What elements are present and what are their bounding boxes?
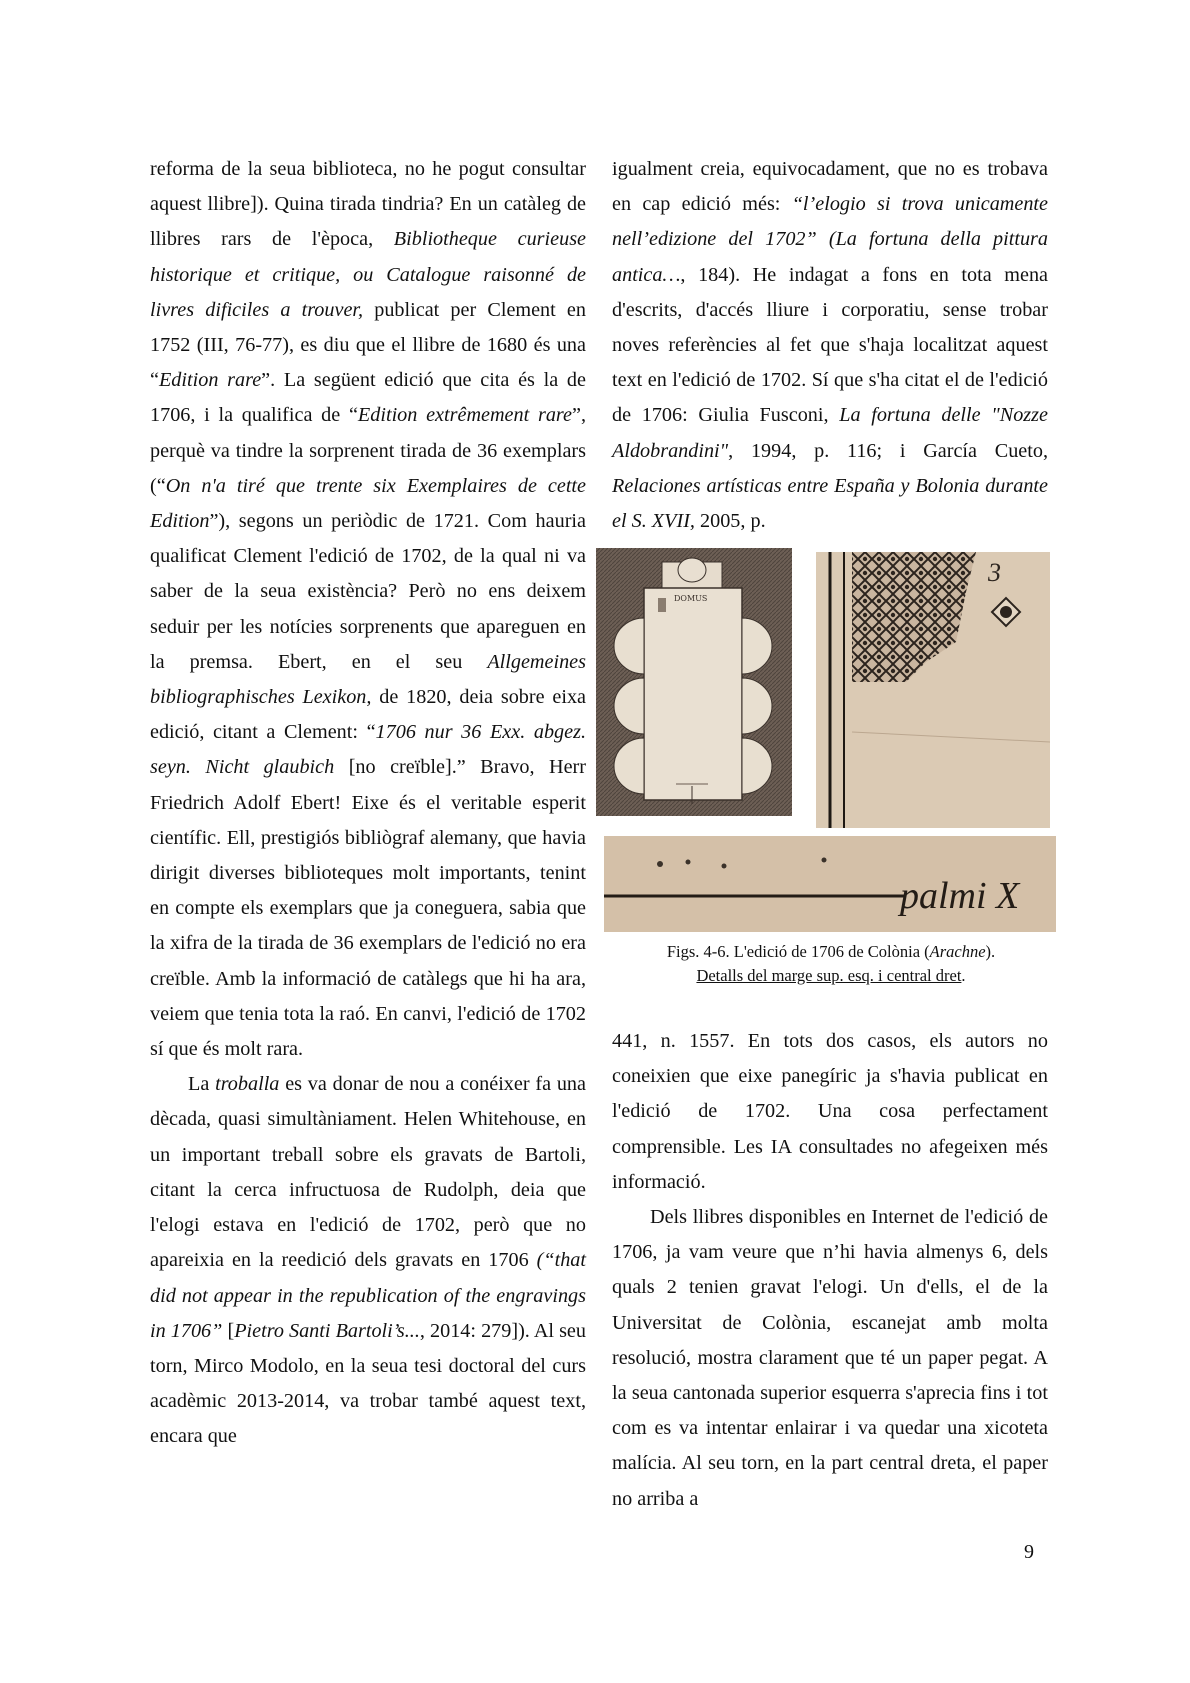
figure-plan-label: DOMUS — [674, 594, 708, 603]
figure-caption-line-2: Detalls del marge sup. esq. i central dret. — [696, 966, 966, 985]
right-column-bottom — [612, 1024, 1048, 1517]
figures-block — [596, 548, 1056, 998]
left-column — [150, 152, 586, 1455]
right-paragraph-bottom-2: Dels llibres disponibles en Internet de l'edició de 1706, ja vam veure que n’hi havia almenys 6, dels quals 2 tenien gravat l'elogi. Un d'ells, el de la Universitat de Colònia, escanejat amb molta resolució, mostra clarament que té un paper pegat. A la seua cantonada superior esquerra s'aprecia fins i tot com es va intentar enlairar i va quedar una xicoteta malícia. Al seu torn, en la part central dreta, el paper no arriba a — [612, 1206, 1048, 1510]
figure-margin-detail — [604, 836, 1056, 932]
right-column-top — [612, 152, 1048, 539]
left-paragraph-1: reforma de la seua biblioteca, no he pogut consultar aquest llibre]). Quina tirada tindria? En un catàleg de llibres rars de l'època, Bibliotheque curieuse historique et critique, ou Catalogue raisonné de livres dificiles a trouver, publicat per Clement en 1752 (III, 76-77), es diu que el llibre de 1680 és una “Edition rare”. La següent edició que cita és la de 1706, i la qualifica de “Edition extrêmement rare”, perquè va tindre la sorprenent tirada de 36 exemplars (“On n'a tiré que trente six Exemplaires de cette Edition”), segons un periòdic de 1721. Com hauria qualificat Clement l'edició de 1702, de la qual ni va saber de la seua existència? Però no ens deixem seduir per les notícies sorprenents que apareguen en la premsa. Ebert, en el seu Allgemeines bibliographisches Lexikon, de 1820, deia sobre eixa edició, citant a Clement: “1706 nur 36 Exx. abgez. seyn. Nicht glaubich [no creïble].” Bravo, Herr Friedrich Adolf Ebert! Eixe és el veritable esperit científic. Ell, prestigiós bibliògraf alemany, que havia dirigit diverses biblioteques molt importants, tenint en compte els exemplars que ja coneguera, sabia que la xifra de la tirada de 36 exemplars de l'edició no era creïble. Amb la informació de catàlegs que hi ha ara, veiem que tenia tota la raó. En canvi, l'edició de 1702 sí que és molt rara. — [150, 158, 587, 1061]
figure-plan-engraving — [596, 548, 792, 816]
figure-margin-text: palmi X — [900, 875, 1020, 917]
figure-caption — [596, 940, 1066, 988]
figure-ornament-detail — [816, 552, 1050, 828]
figure-ornament-number: 3 — [988, 558, 1001, 587]
figure-caption-line-1: Figs. 4-6. L'edició de 1706 de Colònia (Arachne). — [666, 942, 996, 961]
page-number: 9 — [1024, 1541, 1034, 1563]
right-paragraph-bottom-1: 441, n. 1557. En tots dos casos, els autors no coneixien que eixe panegíric ja s'havia publicat en l'edició de 1702. Una cosa perfectament comprensible. Les IA consultades no afegeixen més informació. — [612, 1030, 1048, 1193]
right-paragraph-top: igualment creia, equivocadament, que no es trobava en cap edició més: “l’elogio si trova unicamente nell’edizione del 1702” (La fortuna della pittura antica…, 184). He indagat a fons en tota mena d'escrits, d'accés lliure i corporatiu, sense trobar noves referències al fet que s'haja localitzat aquest text en l'edició de 1702. Sí que s'ha citat el de l'edició de 1706: Giulia Fusconi, La fortuna delle "Nozze Aldobrandini", 1994, p. 116; i García Cueto, Relaciones artísticas entre España y Bolonia durante el S. XVII, 2005, p. — [612, 158, 1048, 533]
left-paragraph-2: La troballa es va donar de nou a conéixer fa una dècada, quasi simultàniament. Helen Whitehouse, en un important treball sobre els gravats de Bartoli, citant la cerca infructuosa de Rudolph, deia que l'elogi estava en l'edició de 1702, però que no apareixia en la reedició dels gravats en 1706 (“that did not appear in the republication of the engravings in 1706” [Pietro Santi Bartoli’s..., 2014: 279]). Al seu torn, Mirco Modolo, en la seua tesi doctoral del curs acadèmic 2013-2014, va trobar també aquest text, encara que — [150, 1073, 586, 1448]
